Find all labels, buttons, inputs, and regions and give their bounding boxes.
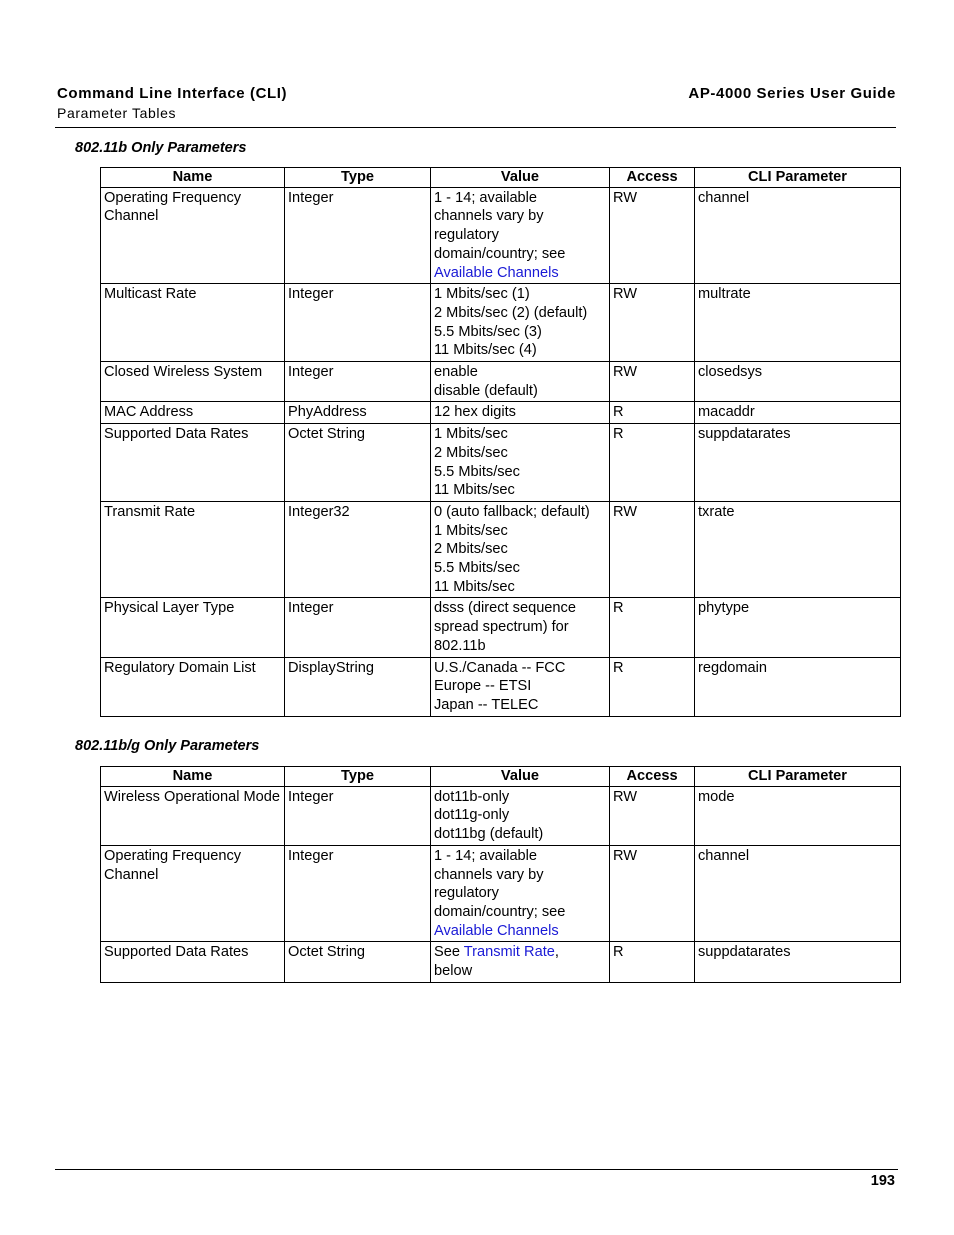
cell-access: RW bbox=[610, 284, 695, 362]
cell-value bbox=[431, 284, 610, 362]
value-line: dot11bg (default) bbox=[434, 826, 544, 843]
cell-cli-parameter: txrate bbox=[695, 501, 901, 598]
value-line: below bbox=[434, 963, 473, 980]
value-line: 2 Mbits/sec bbox=[434, 541, 508, 558]
value-line: spread spectrum) for bbox=[434, 619, 569, 636]
header-rule bbox=[55, 127, 896, 128]
page-number: 193 bbox=[870, 1173, 895, 1189]
value-line: domain/country; see bbox=[434, 245, 566, 262]
column-header-type: Type bbox=[285, 767, 431, 787]
cell-type: Integer bbox=[285, 284, 431, 362]
value-line: 2 Mbits/sec bbox=[434, 444, 508, 461]
cell-value bbox=[431, 424, 610, 502]
value-line: 5.5 Mbits/sec bbox=[434, 463, 520, 480]
cell-access: RW bbox=[610, 187, 695, 284]
cell-name: Transmit Rate bbox=[101, 501, 285, 598]
value-line: 1 Mbits/sec bbox=[434, 522, 508, 539]
value-line: channels vary by bbox=[434, 866, 544, 883]
value-suffix: , bbox=[554, 944, 559, 961]
table-row bbox=[101, 424, 901, 502]
cell-cli-parameter: phytype bbox=[695, 598, 901, 657]
cell-access: R bbox=[610, 402, 695, 424]
cell-type: Integer bbox=[285, 598, 431, 657]
cell-name: Wireless Operational Mode bbox=[101, 786, 285, 845]
value-line: enable bbox=[434, 364, 478, 381]
cell-name: Closed Wireless System bbox=[101, 362, 285, 402]
cell-name: Operating Frequency Channel bbox=[101, 187, 285, 284]
value-line: 5.5 Mbits/sec bbox=[434, 560, 520, 577]
parameter-table-80211bg bbox=[100, 766, 901, 983]
column-header-name: Name bbox=[101, 767, 285, 787]
cell-cli-parameter: mode bbox=[695, 786, 901, 845]
column-header-cli-parameter: CLI Parameter bbox=[695, 168, 901, 188]
table-row bbox=[101, 501, 901, 598]
value-line: dot11g-only bbox=[434, 807, 510, 824]
cell-type: Integer bbox=[285, 845, 431, 942]
cell-value bbox=[431, 402, 610, 424]
table-header-row bbox=[101, 767, 901, 787]
value-prefix: See bbox=[434, 944, 464, 961]
value-line: 1 Mbits/sec bbox=[434, 426, 508, 443]
cell-access: RW bbox=[610, 786, 695, 845]
link-available-channels[interactable]: Available Channels bbox=[434, 922, 559, 939]
value-line bbox=[434, 943, 606, 962]
value-line: 0 (auto fallback; default) bbox=[434, 503, 590, 520]
value-line: 5.5 Mbits/sec (3) bbox=[434, 323, 542, 340]
link-available-channels[interactable]: Available Channels bbox=[434, 264, 559, 281]
value-line: dot11b-only bbox=[434, 788, 510, 805]
value-line: 2 Mbits/sec (2) (default) bbox=[434, 304, 588, 321]
column-header-access: Access bbox=[610, 767, 695, 787]
value-line: channels vary by bbox=[434, 208, 544, 225]
value-line: 12 hex digits bbox=[434, 404, 516, 421]
cell-cli-parameter: suppdatarates bbox=[695, 424, 901, 502]
cell-cli-parameter: channel bbox=[695, 845, 901, 942]
table-row bbox=[101, 786, 901, 845]
cell-cli-parameter: regdomain bbox=[695, 657, 901, 716]
table-row bbox=[101, 657, 901, 716]
cell-type: Integer bbox=[285, 362, 431, 402]
cell-value bbox=[431, 657, 610, 716]
cell-name: Multicast Rate bbox=[101, 284, 285, 362]
cell-value bbox=[431, 362, 610, 402]
page-header-left bbox=[57, 85, 287, 122]
cell-cli-parameter: channel bbox=[695, 187, 901, 284]
cell-access: R bbox=[610, 424, 695, 502]
cell-name: Physical Layer Type bbox=[101, 598, 285, 657]
column-header-name: Name bbox=[101, 168, 285, 188]
column-header-access: Access bbox=[610, 168, 695, 188]
document-title: AP-4000 Series User Guide bbox=[688, 85, 896, 102]
cell-access: R bbox=[610, 942, 695, 982]
value-line: U.S./Canada -- FCC bbox=[434, 659, 566, 676]
cell-cli-parameter: multrate bbox=[695, 284, 901, 362]
value-line: domain/country; see bbox=[434, 903, 566, 920]
cell-type: PhyAddress bbox=[285, 402, 431, 424]
column-header-cli-parameter: CLI Parameter bbox=[695, 767, 901, 787]
cell-value bbox=[431, 845, 610, 942]
value-line: 1 Mbits/sec (1) bbox=[434, 286, 530, 303]
cell-value bbox=[431, 786, 610, 845]
cell-name: Supported Data Rates bbox=[101, 942, 285, 982]
table-header-row bbox=[101, 168, 901, 188]
cell-type: Integer bbox=[285, 786, 431, 845]
cell-value bbox=[431, 942, 610, 982]
cell-type: Octet String bbox=[285, 942, 431, 982]
cell-type: Octet String bbox=[285, 424, 431, 502]
value-line: dsss (direct sequence bbox=[434, 600, 576, 617]
cell-value bbox=[431, 501, 610, 598]
table-row bbox=[101, 942, 901, 982]
value-line: regulatory bbox=[434, 227, 499, 244]
value-line: 1 - 14; available bbox=[434, 847, 538, 864]
value-line: Europe -- ETSI bbox=[434, 678, 532, 695]
cell-access: R bbox=[610, 598, 695, 657]
cell-cli-parameter: macaddr bbox=[695, 402, 901, 424]
cell-type: DisplayString bbox=[285, 657, 431, 716]
cell-value bbox=[431, 598, 610, 657]
table-row bbox=[101, 598, 901, 657]
cell-type: Integer bbox=[285, 187, 431, 284]
value-line: 11 Mbits/sec bbox=[434, 578, 515, 595]
parameter-table-80211b bbox=[100, 167, 901, 717]
value-line: 11 Mbits/sec bbox=[434, 482, 515, 499]
cell-cli-parameter: suppdatarates bbox=[695, 942, 901, 982]
table-row bbox=[101, 284, 901, 362]
chapter-title: Command Line Interface (CLI) bbox=[57, 85, 288, 102]
footer-rule bbox=[55, 1169, 898, 1170]
cell-type: Integer32 bbox=[285, 501, 431, 598]
value-line: regulatory bbox=[434, 885, 499, 902]
column-header-value: Value bbox=[431, 767, 610, 787]
cell-access: R bbox=[610, 657, 695, 716]
table-row bbox=[101, 845, 901, 942]
cell-value bbox=[431, 187, 610, 284]
value-line: disable (default) bbox=[434, 382, 538, 399]
section-subtitle: Parameter Tables bbox=[57, 105, 177, 121]
table-row bbox=[101, 402, 901, 424]
section-title-80211bg: 802.11b/g Only Parameters bbox=[75, 738, 260, 754]
cell-access: RW bbox=[610, 362, 695, 402]
cell-name: Operating Frequency Channel bbox=[101, 845, 285, 942]
table-row bbox=[101, 362, 901, 402]
value-line: 1 - 14; available bbox=[434, 189, 538, 206]
column-header-type: Type bbox=[285, 168, 431, 188]
cell-name: Regulatory Domain List bbox=[101, 657, 285, 716]
column-header-value: Value bbox=[431, 168, 610, 188]
table-row bbox=[101, 187, 901, 284]
cell-access: RW bbox=[610, 845, 695, 942]
section-title-80211b: 802.11b Only Parameters bbox=[75, 140, 247, 156]
cell-name: MAC Address bbox=[101, 402, 285, 424]
value-line: Japan -- TELEC bbox=[434, 696, 539, 713]
value-line: 802.11b bbox=[434, 637, 486, 654]
value-line: 11 Mbits/sec (4) bbox=[434, 342, 537, 359]
cell-cli-parameter: closedsys bbox=[695, 362, 901, 402]
cell-name: Supported Data Rates bbox=[101, 424, 285, 502]
link-transmit-rate[interactable]: Transmit Rate bbox=[463, 944, 555, 961]
cell-access: RW bbox=[610, 501, 695, 598]
